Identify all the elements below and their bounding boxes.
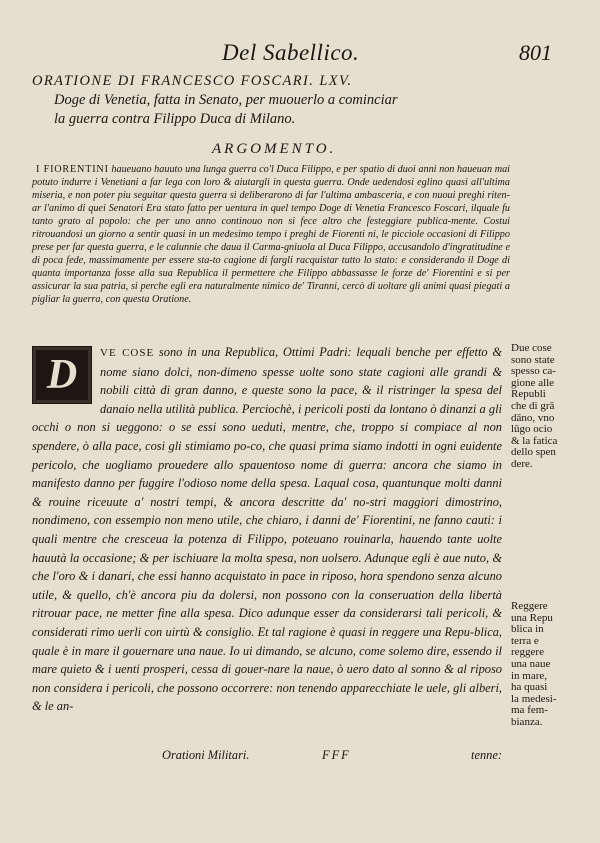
summary-lead: I FIORENTINI: [36, 164, 109, 175]
decorated-initial: D: [32, 346, 92, 404]
body-paragraph: [32, 343, 502, 716]
title-line-2: Doge di Venetia, fatta in Senato, per muouerlo a cominciar: [54, 92, 398, 108]
margin-note-2: Reggere una Repu blica in terra e reggere una naue in mare, ha quasi la medesi- ma fem- bianza.: [511, 600, 557, 728]
body-text: sono in una Republica, Ottimi Padri: lequali benche per effetto & nome siano dolci, non-dimeno spesse uolte sono state cagioni alle grandi & nobili città di gran danno, e queste sono la pace, & il ristringer la spesa del danaio nella utilità publica. Perciochè, i pericoli posti da lontano ò dinanzi a gli occhi o non si ueggono: o se essi sono ueduti, mentre, che, troppo si compiace al non spendere, ò alla pace, cosi gli stimiamo po-co, che quasi prima siamo indotti in ogni euidente pericolo, che uogliamo prouedere allo spauentoso nome di guerra: ancora che siamo in manifesto danno per fuggire l'odioso nome della spesa. Laqual cosa, quantunque molti danni & rouine riceuute a' nostri tempi, & ancora descritte da' no-stri maggiori dimostrino, nondimeno, con essempio non meno utile, che chiaro, i danni de' Fiorentini, ne fanno cauti: i quali mentre che cresceua la potenza di Filippo, poteuano rouinarla, hauendo tante uolte hauutà la occasione; & per ischiuare la molta spesa, non uolsero. Adunque egli è aue nuto, & che l'oro & i danari, che essi hanno acquistato in pace in riposo, hora spendono senza alcuno utile, & quello, ch'è ancora piu da dolersi, non possono con la conseruation della libertà ritrouar pace, ne metter fine alla spesa. Dico adunque esser da considerarsi tali pericoli, & considerati rimo uerli con uirtù & consiglio. Et tal ragione è quasi in reggere una Repu-blica, quale è in mare il gouernare una naue. Io ui dimando, se alcuno, come solemo dire, essendo il mare quieto & i uenti prosperi, cessa di gouer-nare la naue, ò uero dato al sonno & al riposo non considera i pericoli, che possono occorrere: non tenendo apparecchiate le uele, gli alberi, & le an-: [32, 345, 503, 714]
page-header: [32, 40, 552, 70]
catchword: tenne:: [471, 748, 502, 762]
page-number: 801: [519, 40, 552, 65]
page-footer: [32, 748, 502, 766]
oration-title: [32, 72, 522, 129]
footer-title: Orationi Militari.: [162, 748, 250, 762]
summary-paragraph: [32, 163, 510, 306]
argument-summary: [32, 163, 510, 306]
oration-body: [32, 343, 502, 716]
title-line-1: ORATIONE DI FRANCESCO FOSCARI. LXV.: [32, 73, 353, 89]
signature-mark: FFF: [322, 748, 351, 762]
running-head: Del Sabellico.: [222, 40, 360, 65]
title-line-3: la guerra contra Filippo Duca di Milano.: [54, 111, 296, 127]
margin-notes: [511, 342, 577, 728]
margin-note-1: Due cose sono state spesso ca- gione alle Republi che di grā dāno, vno lūgo ocio & la fatica dello spen dere.: [511, 342, 558, 470]
body-lead: VE COSE: [100, 347, 155, 359]
argomento-heading: ARGOMENTO.: [212, 141, 337, 157]
summary-text: haueuano hauuto una lunga guerra co'l Duca Filippo, e per spatio di duoi anni non haueuan mai potuto indurre i Venetiani a far lega con loro & aiutargli in questa guerra. Onde uedendosi eglino quasi all'ultima miseria, e non poter piu seguitar questa guerra si deliberarono di far l'ultima ambasceria, e con nuoui preghi riten-ar l'animo di quei Senatori Era stato fatto per uentura in quel tempo Doge di Venetia Francesco Foscari, ilquale fu tanto grato al popolo: che per uno anno continouo non si fece altro che festeggiare publica-mente. Costui ritrouandosi un giorno a sentir quasi in un medesimo tempo i preghi de Fiorenti ni, le picciole occasioni di Filippo prese per far questa guerra, e le calunnie che daua il Carma-gniuola al Duca Filippo, accusandolo d'ingratitudine e di poca fede, massimamente per essere sta-to cagione di fargli racquistar tutto lo stato: e considerando il Doge di quanta importanza fosse alla sua Republica il permettere che Filippo abbassasse le forze de' Fiorentini e si per assicurar la sua patria, si perche egli era naturalmente nimico de' Tiranni, cercò di uoltare gli animi quasi piegati a pigliar la guerra, con questa Oratione.: [32, 164, 510, 305]
